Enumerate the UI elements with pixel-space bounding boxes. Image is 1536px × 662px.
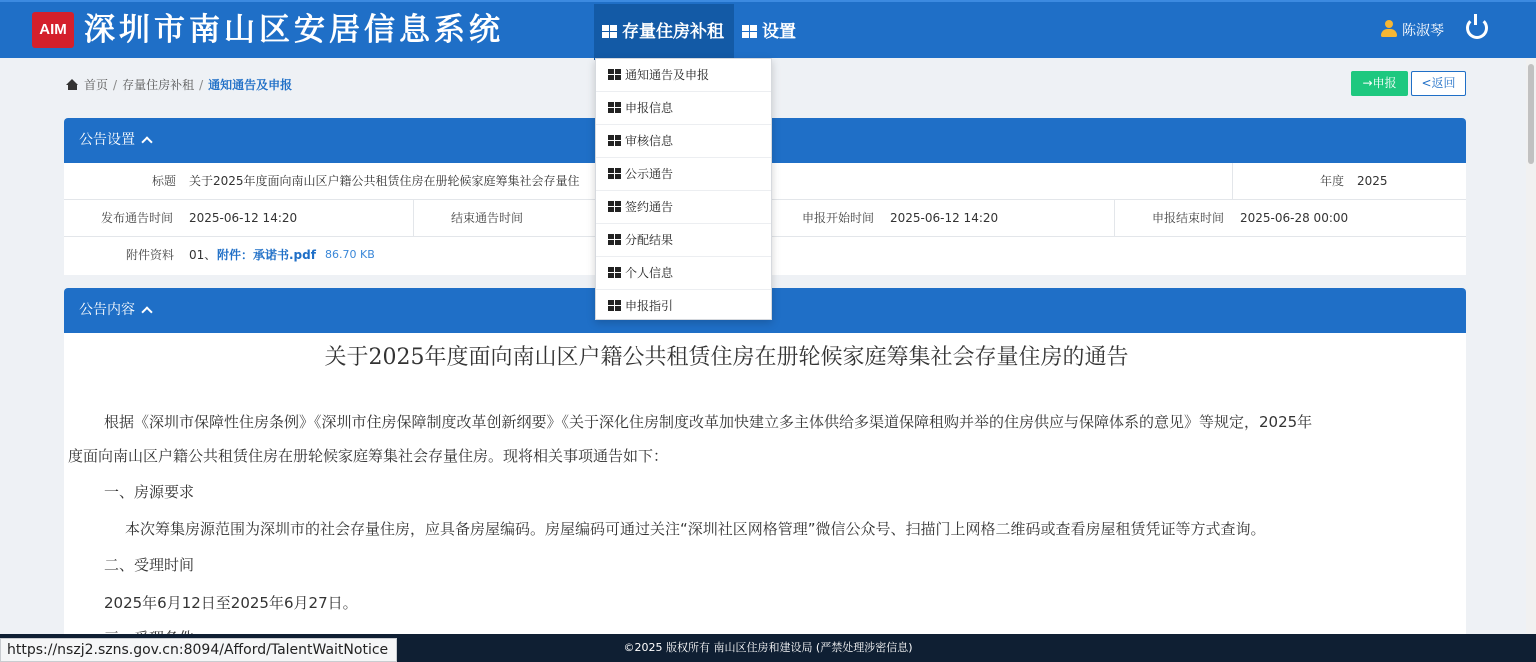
title-value: 关于2025年度面向南山区户籍公共租赁住房在册轮候家庭筹集社会存量住 [189,174,580,188]
page-scrollbar[interactable] [1526,58,1536,634]
scrollbar-thumb[interactable] [1528,64,1534,164]
apply-button[interactable]: →申报 [1351,71,1408,96]
document-paragraph: 本次筹集房源范围为深圳市的社会存量住房，应具备房屋编码。房屋编码可通过关注“深圳社区网格管理”微信公众号、扫描门上网格二维码或查看房屋租赁凭证等方式查询。 [125,520,1266,538]
menu-item-label: 通知通告及申报 [625,68,710,82]
breadcrumb-separator: / [113,78,118,92]
grid-icon [608,102,621,113]
breadcrumb-separator: / [199,78,204,92]
grid-icon [608,234,621,245]
browser-status-url: https://nszj2.szns.gov.cn:8094/Afford/TalentWaitNotice [0,638,397,662]
top-navbar [0,0,1536,58]
grid-icon [608,168,621,179]
apply-start-value: 2025-06-12 14:20 [890,211,999,225]
grid-icon [608,201,621,212]
menu-item-label: 个人信息 [625,266,674,280]
document-heading: 一、房源要求 [104,483,195,501]
end-notice-label: 结束通告时间 [451,211,524,225]
menu-item-label: 审核信息 [625,134,674,148]
breadcrumb-item[interactable]: 存量住房补租 [122,78,195,92]
chevron-up-icon[interactable] [141,306,152,317]
publish-time-value: 2025-06-12 14:20 [189,211,298,225]
grid-icon [608,69,621,80]
menu-item-label: 签约通告 [625,200,674,214]
apply-end-label: 申报结束时间 [1152,211,1225,225]
nav-settings[interactable] [734,4,804,60]
grid-icon [608,267,621,278]
document-paragraph: 度面向南山区户籍公共租赁住房在册轮候家庭筹集社会存量住房。现将相关事项通告如下： [68,447,669,465]
grid-icon [608,300,621,311]
user-menu[interactable] [1380,20,1444,40]
menu-item-notice-apply[interactable] [596,59,771,92]
chevron-up-icon[interactable] [141,136,152,147]
document-paragraph: 2025年6月12日至2025年6月27日。 [104,594,358,612]
attachment-label: 附件资料 [126,248,175,262]
grid-icon [608,135,621,146]
publish-time-label: 发布通告时间 [101,211,174,225]
menu-item-label: 申报信息 [625,101,674,115]
publish-time-cell [64,200,414,236]
document-title: 关于2025年度面向南山区户籍公共租赁住房在册轮候家庭筹集社会存量住房的通告 [324,345,1129,370]
nav-stock-housing-subsidy[interactable] [594,4,734,60]
grid-icon [742,25,758,38]
footer-text: ©2025 版权所有 南山区住房和建设局 (严禁处理涉密信息) [623,641,913,654]
apply-end-value: 2025-06-28 00:00 [1240,211,1349,225]
apply-start-label: 申报开始时间 [802,211,875,225]
notice-content-panel [64,288,1466,634]
power-icon[interactable] [1466,17,1488,39]
panel-title: 公告设置 [79,132,135,148]
attachment-link[interactable]: 附件：承诺书.pdf [217,248,316,262]
year-label: 年度 [1320,174,1345,188]
menu-item-allocation-result[interactable] [596,224,771,257]
nav-label: 存量住房补租 [622,22,724,42]
grid-icon [602,25,618,38]
menu-item-apply-guide[interactable] [596,290,771,323]
nav-label: 设置 [762,22,796,42]
menu-item-label: 分配结果 [625,233,674,247]
attachment-size: 86.70 KB [325,248,375,261]
breadcrumb-current: 通知通告及申报 [208,78,293,92]
document-paragraph: 根据《深圳市保障性住房条例》《深圳市住房保障制度改革创新纲要》《关于深化住房制度改革加快建立多主体供给多渠道保障租购并举的住房供应与保障体系的意见》等规定，2025年 [104,413,1313,431]
year-value: 2025 [1357,174,1388,188]
menu-item-public-notice[interactable] [596,158,771,191]
app-title: 深圳市南山区安居信息系统 [84,12,504,48]
aim-logo: AIM [32,12,74,48]
menu-item-review-info[interactable] [596,125,771,158]
home-icon [66,79,79,90]
back-button[interactable]: <返回 [1411,71,1466,96]
menu-item-label: 公示通告 [625,167,674,181]
apply-start-cell [764,200,1115,236]
menu-item-personal-info[interactable] [596,257,771,290]
breadcrumb-home[interactable]: 首页 [84,78,109,92]
panel-title: 公告内容 [79,302,135,318]
user-name: 陈淑琴 [1402,23,1444,39]
user-icon [1380,20,1398,38]
menu-item-apply-info[interactable] [596,92,771,125]
menu-item-signing-notice[interactable] [596,191,771,224]
breadcrumb [66,76,292,93]
attachment-index: 01、 [189,248,217,262]
menu-item-label: 申报指引 [625,299,674,313]
title-label: 标题 [152,174,177,188]
document-heading: 二、受理时间 [104,556,195,574]
nav-dropdown-menu [595,58,772,320]
